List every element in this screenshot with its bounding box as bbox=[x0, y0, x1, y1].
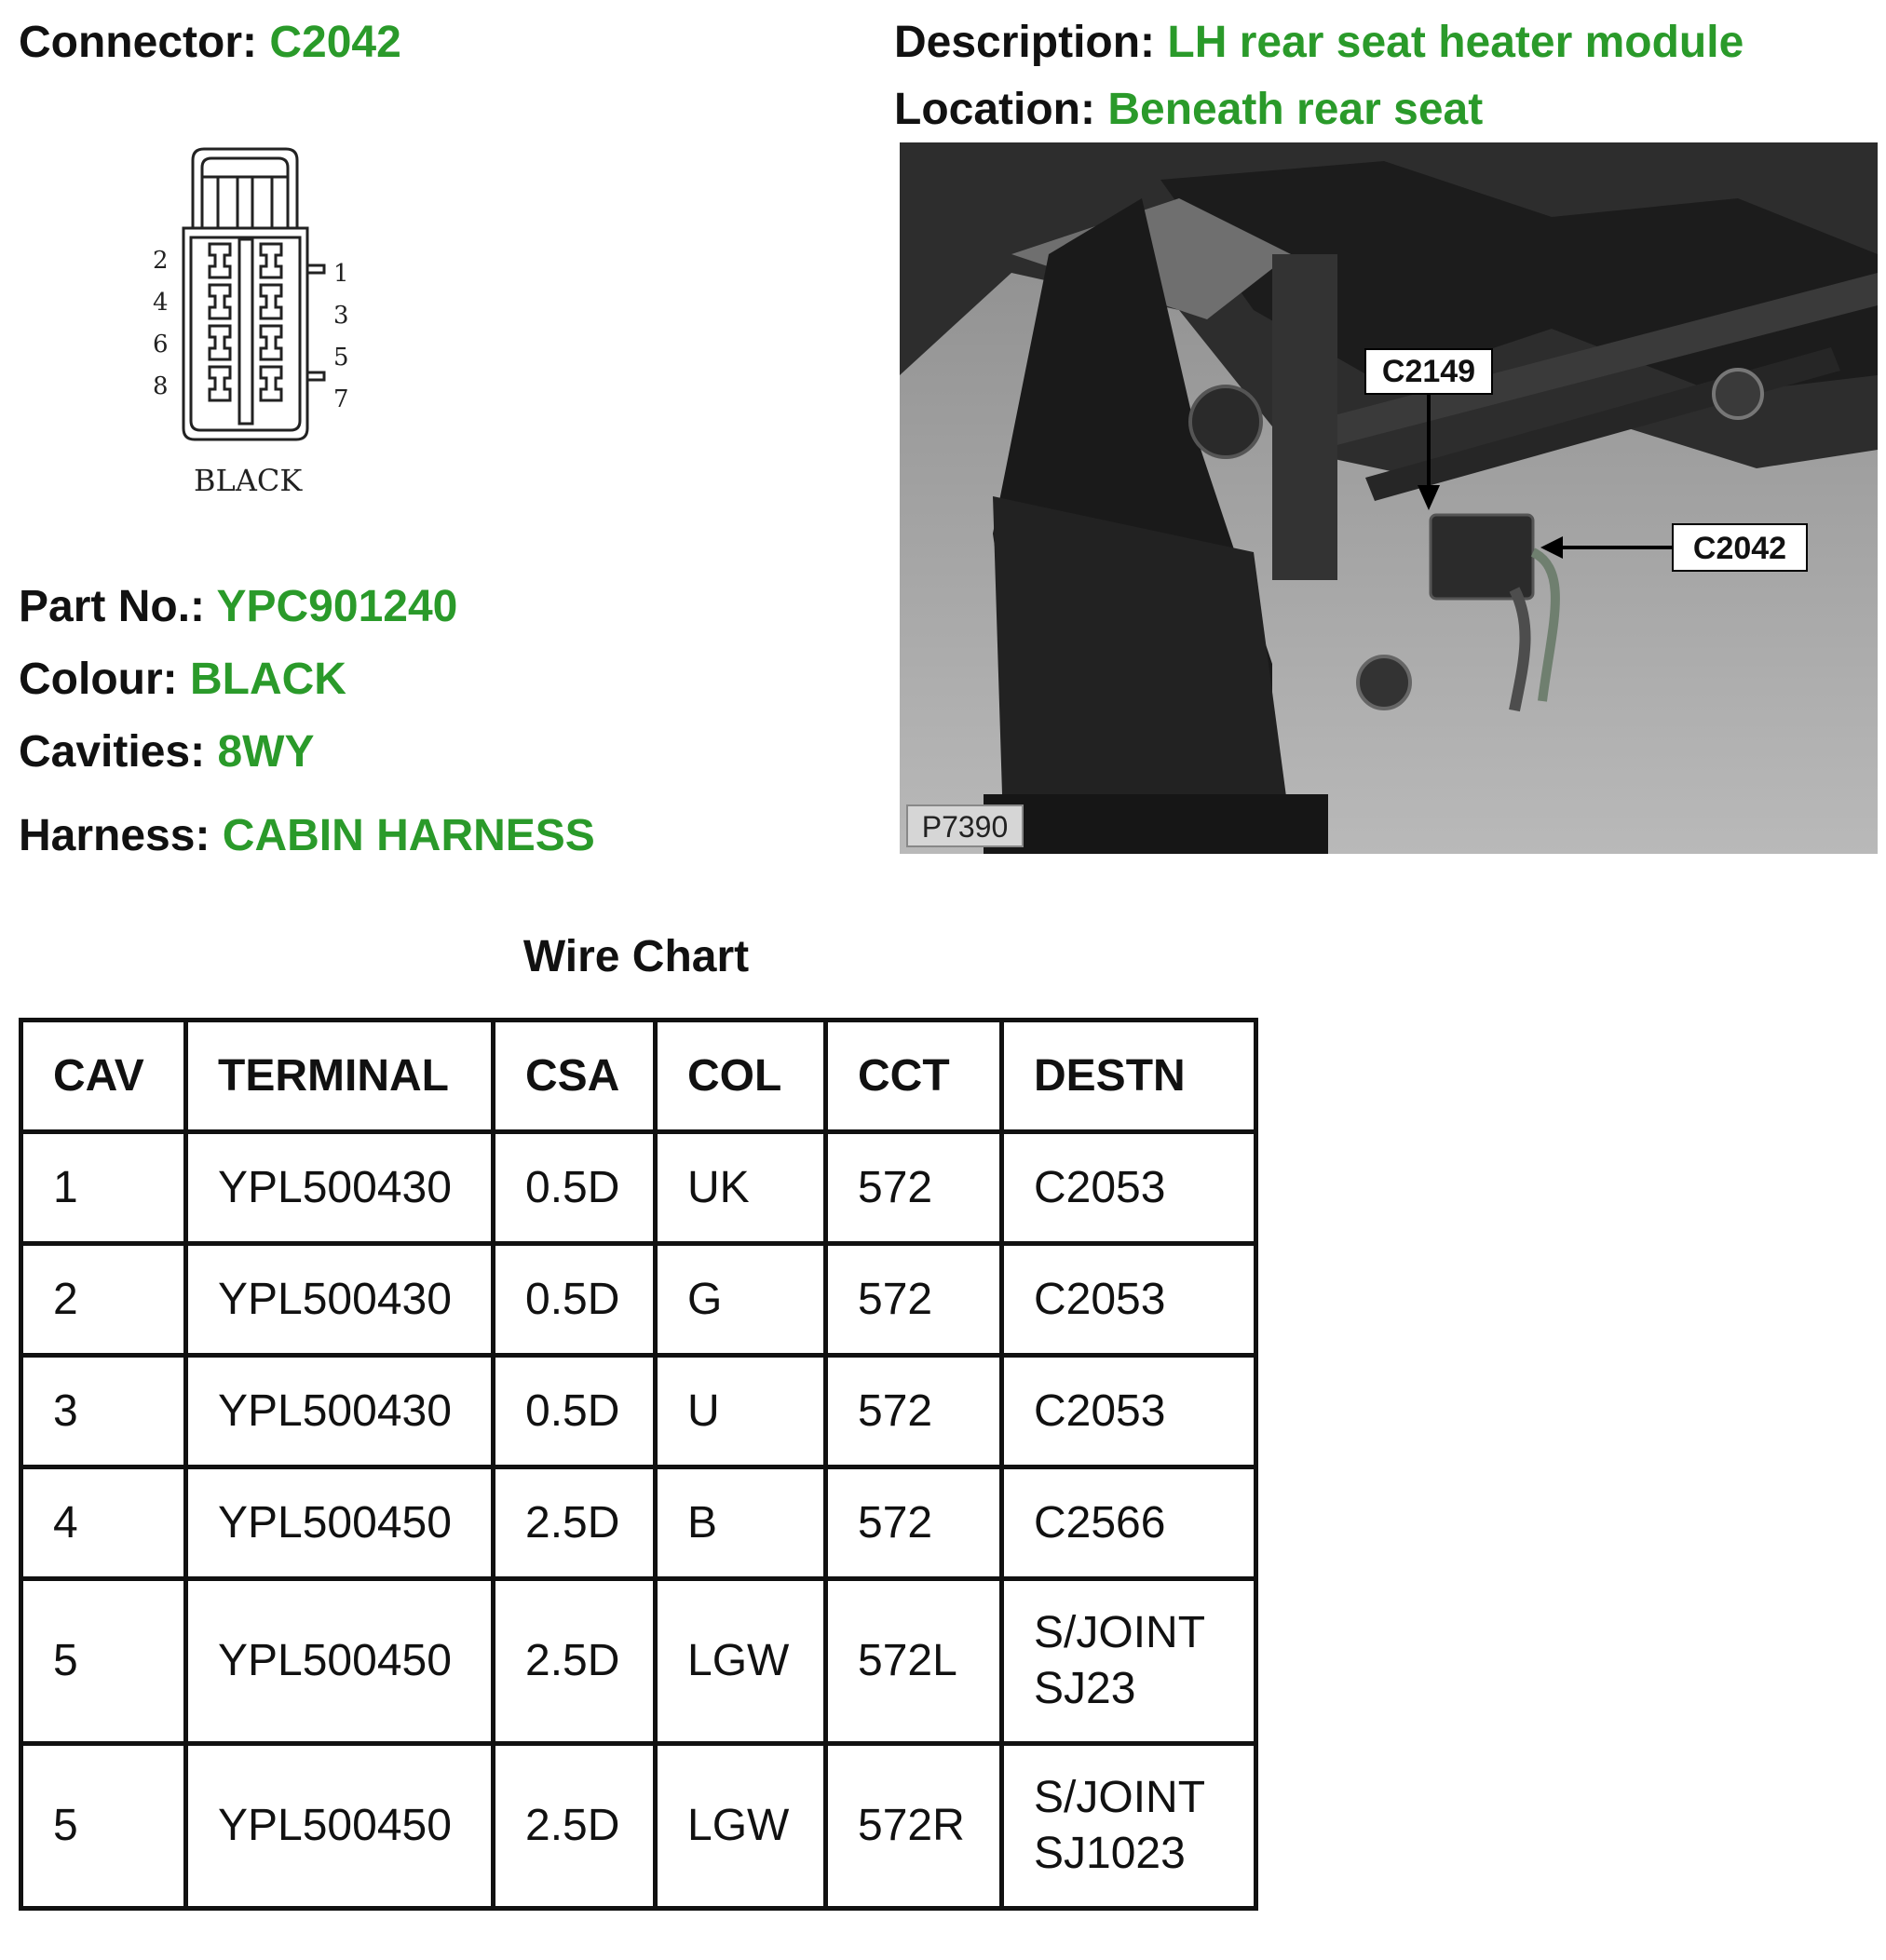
cavities-field bbox=[19, 727, 315, 777]
destn-line: S/JOINT bbox=[1034, 1608, 1206, 1657]
cavities-label: Cavities: bbox=[19, 727, 206, 777]
cell-destn bbox=[1002, 1356, 1256, 1467]
cell-cct: 572 bbox=[826, 1132, 1002, 1244]
pin-label-6: 6 bbox=[153, 331, 169, 358]
table-row bbox=[21, 1467, 1256, 1579]
part-number-value: YPC901240 bbox=[216, 582, 458, 631]
cell-col: LGW bbox=[656, 1744, 826, 1909]
column-header-terminal: TERMINAL bbox=[186, 1021, 494, 1132]
connector-face-diagram bbox=[140, 140, 363, 512]
pin-label-1: 1 bbox=[333, 260, 349, 288]
cell-col: B bbox=[656, 1467, 826, 1579]
column-header-csa: CSA bbox=[494, 1021, 656, 1132]
cell-cct: 572L bbox=[826, 1579, 1002, 1744]
cell-terminal: YPL500450 bbox=[186, 1744, 494, 1909]
column-header-col: COL bbox=[656, 1021, 826, 1132]
cell-terminal: YPL500430 bbox=[186, 1132, 494, 1244]
pin-label-7: 7 bbox=[333, 385, 349, 413]
pin-label-5: 5 bbox=[333, 344, 349, 372]
pin-label-3: 3 bbox=[333, 302, 349, 330]
harness-field bbox=[19, 811, 595, 860]
table-row bbox=[21, 1744, 1256, 1909]
cell-destn bbox=[1002, 1744, 1256, 1909]
cell-col: G bbox=[656, 1244, 826, 1356]
harness-value: CABIN HARNESS bbox=[222, 811, 595, 860]
cell-cct: 572R bbox=[826, 1744, 1002, 1909]
destn-line: C2053 bbox=[1034, 1386, 1166, 1436]
cell-cav: 3 bbox=[21, 1356, 186, 1467]
table-row bbox=[21, 1132, 1256, 1244]
location-value: Beneath rear seat bbox=[1107, 85, 1484, 134]
pin-label-2: 2 bbox=[153, 247, 169, 275]
table-row bbox=[21, 1356, 1256, 1467]
cell-terminal: YPL500450 bbox=[186, 1467, 494, 1579]
cell-cav: 4 bbox=[21, 1467, 186, 1579]
cell-cav: 2 bbox=[21, 1244, 186, 1356]
column-header-cct: CCT bbox=[826, 1021, 1002, 1132]
column-header-cav: CAV bbox=[21, 1021, 186, 1132]
part-number-field bbox=[19, 582, 458, 631]
cell-csa: 2.5D bbox=[494, 1467, 656, 1579]
cell-csa: 2.5D bbox=[494, 1744, 656, 1909]
location-label: Location: bbox=[894, 85, 1095, 134]
destn-line: C2053 bbox=[1034, 1274, 1166, 1324]
cell-cct: 572 bbox=[826, 1467, 1002, 1579]
cell-col: U bbox=[656, 1356, 826, 1467]
part-number-label: Part No.: bbox=[19, 582, 206, 631]
wire-chart-title: Wire Chart bbox=[522, 932, 750, 981]
callout-c2149: C2149 bbox=[1381, 354, 1476, 389]
wire-chart-table bbox=[19, 1018, 1258, 1911]
cell-destn bbox=[1002, 1579, 1256, 1744]
cell-csa: 0.5D bbox=[494, 1356, 656, 1467]
cell-cav: 1 bbox=[21, 1132, 186, 1244]
colour-value: BLACK bbox=[189, 655, 346, 704]
cell-col: UK bbox=[656, 1132, 826, 1244]
destn-line: C2053 bbox=[1034, 1162, 1166, 1212]
description-label: Description: bbox=[894, 18, 1156, 67]
cell-destn bbox=[1002, 1132, 1256, 1244]
table-row bbox=[21, 1244, 1256, 1356]
cell-terminal: YPL500430 bbox=[186, 1244, 494, 1356]
column-header-destn: DESTN bbox=[1002, 1021, 1256, 1132]
table-header-row bbox=[21, 1021, 1256, 1132]
pin-label-4: 4 bbox=[153, 289, 169, 317]
callout-c2042: C2042 bbox=[1692, 531, 1787, 566]
harness-label: Harness: bbox=[19, 811, 210, 860]
photo-id-label: P7390 bbox=[921, 810, 1009, 844]
cell-cct: 572 bbox=[826, 1356, 1002, 1467]
cell-cav: 5 bbox=[21, 1579, 186, 1744]
cell-terminal: YPL500450 bbox=[186, 1579, 494, 1744]
cell-cav: 5 bbox=[21, 1744, 186, 1909]
cell-destn bbox=[1002, 1244, 1256, 1356]
colour-label: Colour: bbox=[19, 655, 178, 704]
description-field bbox=[894, 20, 1744, 65]
cell-terminal: YPL500430 bbox=[186, 1356, 494, 1467]
cavities-value: 8WY bbox=[217, 727, 315, 777]
destn-line-2: SJ1023 bbox=[1034, 1829, 1186, 1878]
colour-field bbox=[19, 657, 346, 702]
description-value: LH rear seat heater module bbox=[1167, 18, 1744, 67]
cell-destn bbox=[1002, 1467, 1256, 1579]
connector-label: Connector: bbox=[19, 18, 257, 67]
location-photo bbox=[900, 142, 1878, 854]
table-row bbox=[21, 1579, 1256, 1744]
connector-field bbox=[19, 20, 401, 65]
cell-cct: 572 bbox=[826, 1244, 1002, 1356]
cell-csa: 0.5D bbox=[494, 1132, 656, 1244]
location-field bbox=[894, 85, 1484, 134]
destn-line: S/JOINT bbox=[1034, 1773, 1206, 1822]
cell-col: LGW bbox=[656, 1579, 826, 1744]
connector-value: C2042 bbox=[269, 18, 401, 67]
pin-label-8: 8 bbox=[153, 372, 169, 400]
destn-line: C2566 bbox=[1034, 1497, 1166, 1548]
cell-csa: 2.5D bbox=[494, 1579, 656, 1744]
diagram-colour-caption: BLACK bbox=[194, 463, 303, 498]
cell-csa: 0.5D bbox=[494, 1244, 656, 1356]
destn-line-2: SJ23 bbox=[1034, 1664, 1136, 1713]
